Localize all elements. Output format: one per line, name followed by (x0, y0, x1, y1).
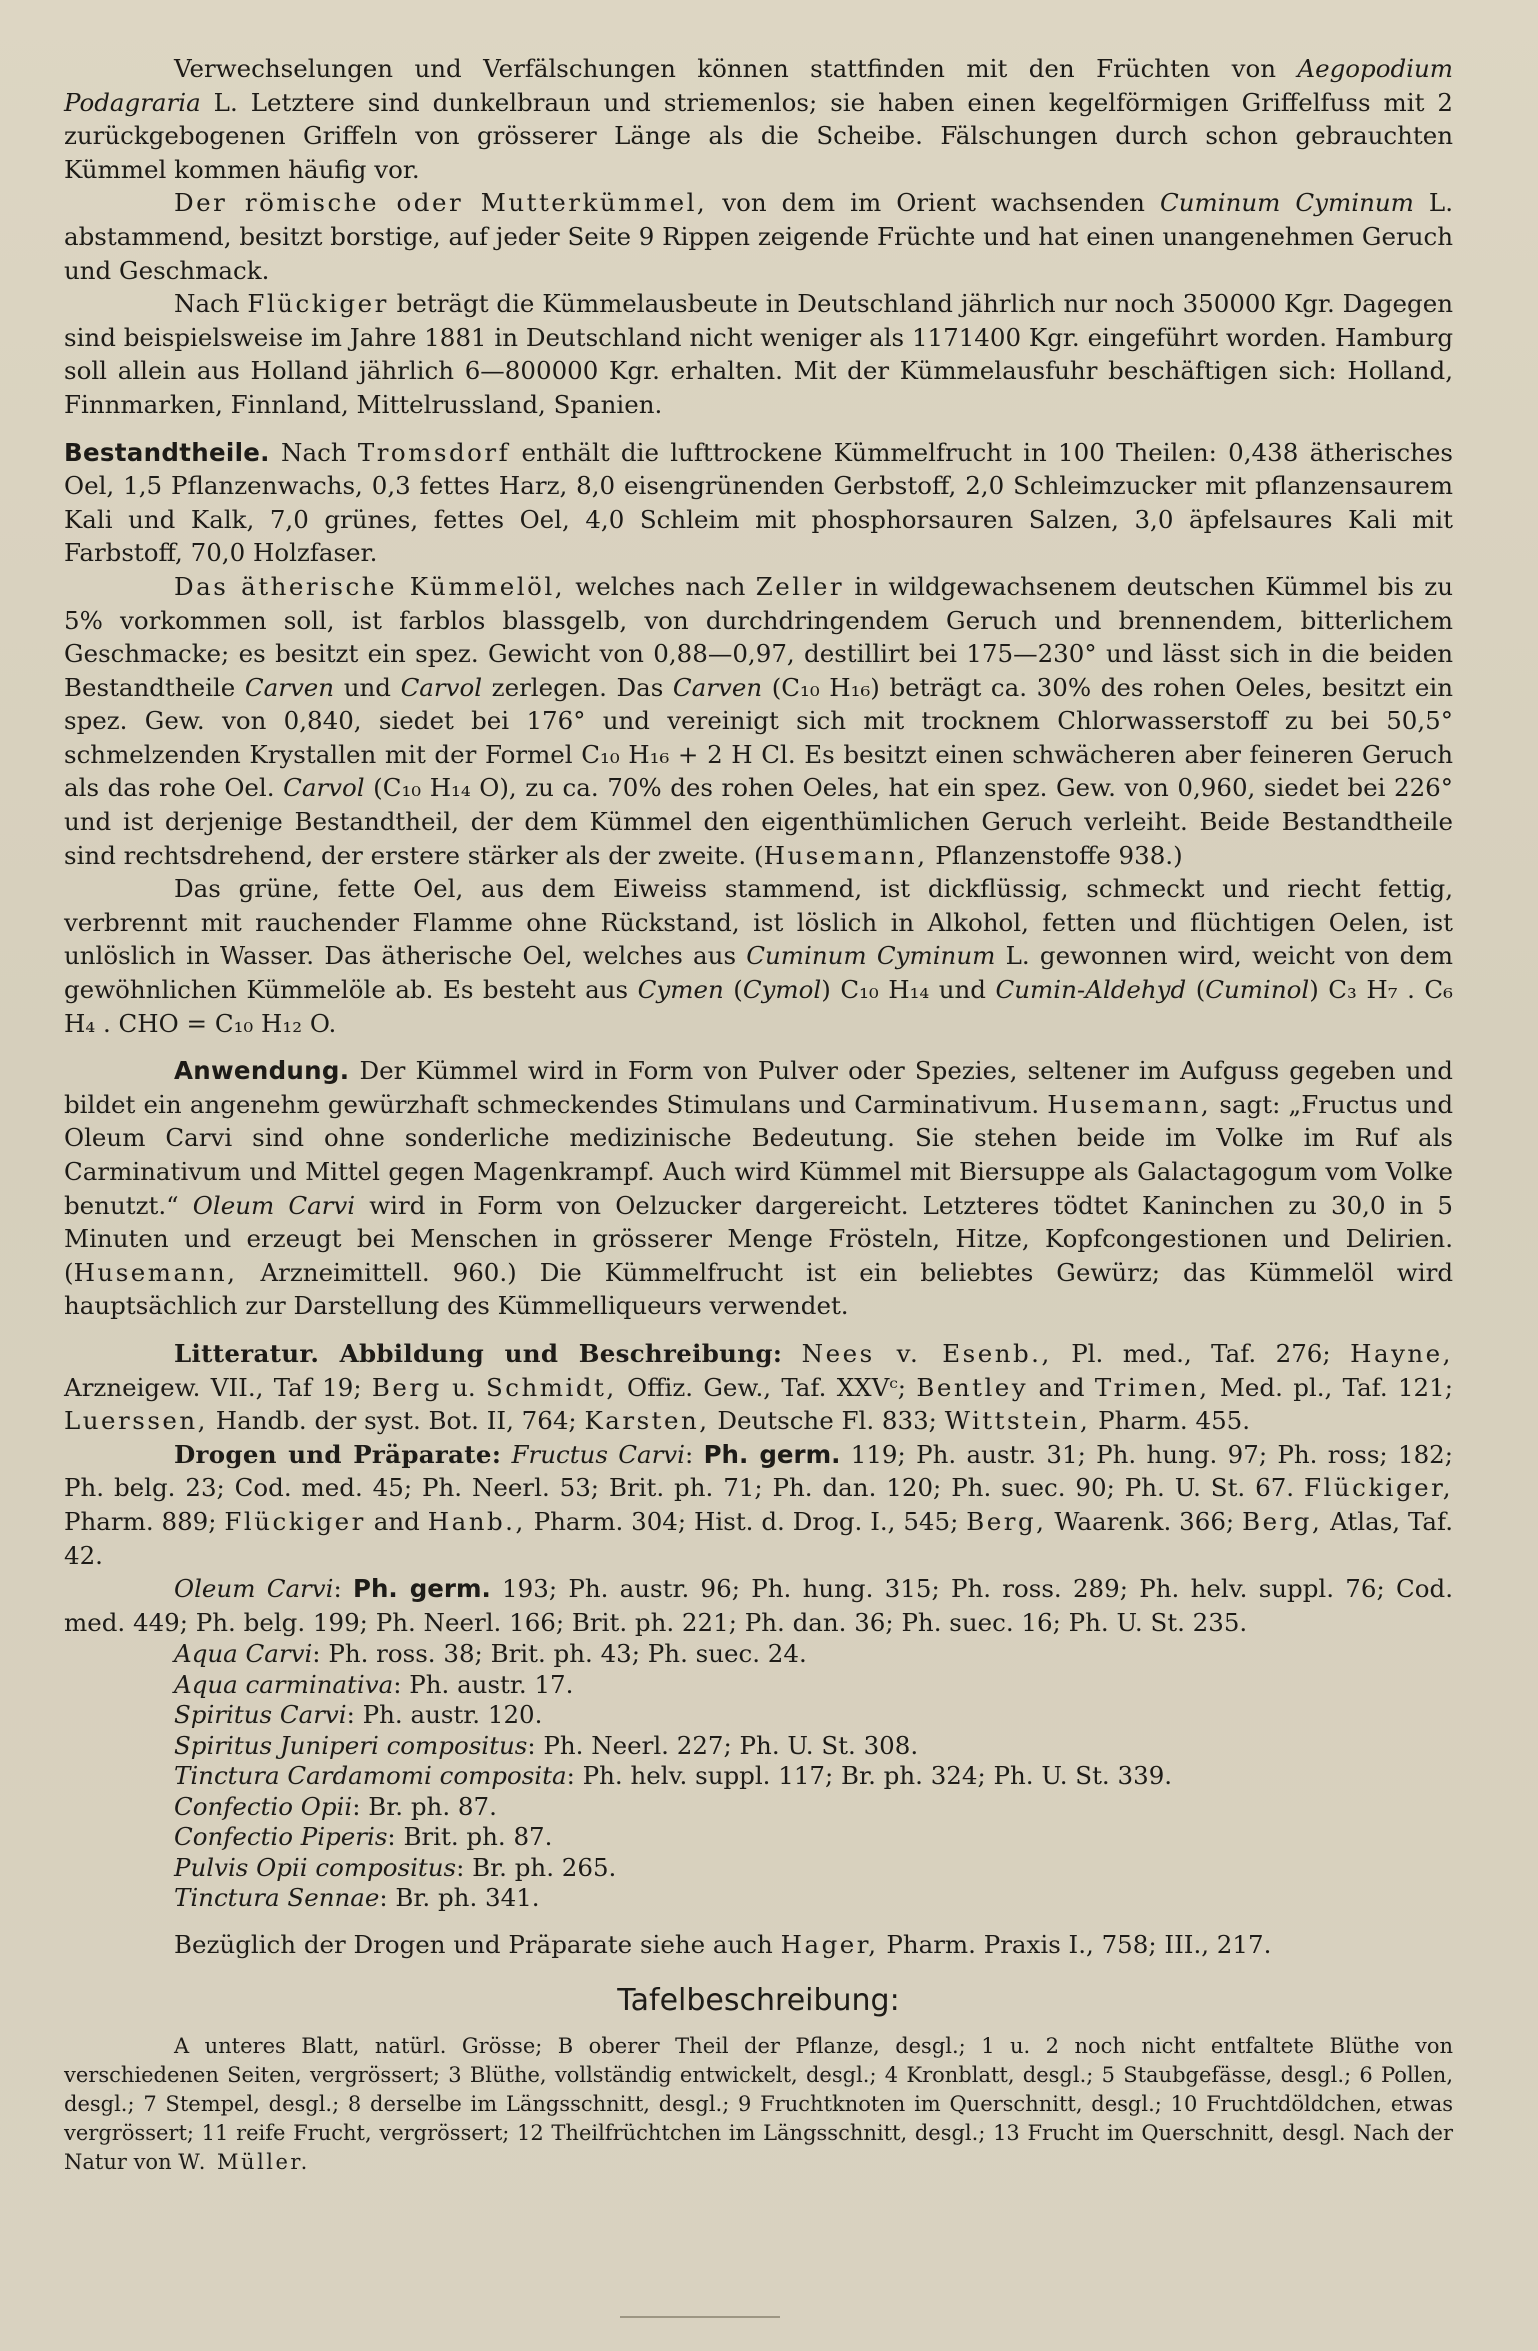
author-name: Tromsdorf (357, 437, 511, 467)
references: : Ph. Neerl. 227; Ph. U. St. 308. (527, 1730, 919, 1760)
paragraph-litteratur (64, 1337, 1453, 1438)
text: Pharm. 455. (1090, 1406, 1251, 1436)
text: Der Kümmel wird in Form von Pulver oder Spezies, seltener im Aufguss gegeben und bildet ein angenehm gewürzhaft schmeckendes Stimulans und Carminativum. (64, 1056, 1453, 1119)
text: Med. pl., Taf. 121; (1209, 1372, 1453, 1402)
author-name: Trimen, (1094, 1372, 1210, 1402)
paragraph-kuemmelausbeute (64, 287, 1453, 421)
compound-name: Cuminol (1205, 975, 1310, 1005)
spaced-term: Das ätherische Kümmelöl, (174, 571, 565, 601)
bottom-rule (620, 2316, 780, 2318)
section-heading-bestandtheile: Bestandtheile. (64, 437, 270, 467)
references: : Br. ph. 265. (456, 1852, 617, 1882)
author-name: Flückiger, (1303, 1473, 1453, 1503)
author-name: Hayne, (1350, 1338, 1453, 1368)
text (501, 1440, 511, 1469)
list-item (174, 1700, 1453, 1731)
text: : (333, 1574, 353, 1604)
text: Pharm. 304; Hist. d. Drog. I., 545; (525, 1506, 967, 1536)
text: Handb. der syst. Bot. II, 764; (207, 1406, 585, 1436)
text: u. (441, 1372, 486, 1402)
text: beträgt die Kümmelausbeute in Deutschland jährlich nur noch 350000 Kgr. Dagegen sind beispielsweise im Jahre 1881 in Deutschland nicht weniger als 1171400 Kgr. eingeführt worden. Hamburg soll allein aus Holland jährlich 6—800000 Kgr. erhalten. Mit der Kümmelausfuhr beschäftigen sich: Holland, Finnmarken, Finnland, Mittelrussland, Spanien. (64, 289, 1453, 419)
author-name: Flückiger (224, 1506, 366, 1536)
artist-name: W. Müller. (178, 2150, 310, 2175)
paragraph-drogen-und-praeparate (64, 1438, 1453, 1572)
author-name: Luerssen, (64, 1406, 208, 1436)
author-name: Wittstein, (944, 1406, 1091, 1436)
author-name: Hager, (780, 1929, 879, 1959)
author-name: Schmidt, (486, 1372, 617, 1402)
drug-name: Confectio Piperis (174, 1822, 388, 1852)
text: Offiz. Gew., Taf. XXVᶜ; (616, 1372, 917, 1402)
compound-name: Carven (244, 672, 335, 702)
text: Nach (174, 289, 248, 319)
drug-name: Spiritus Carvi (174, 1700, 347, 1730)
text: welches nach (565, 571, 756, 601)
drug-name: Aqua Carvi (174, 1639, 313, 1669)
text: Pflanzenstoffe 938.) (927, 840, 1183, 870)
text: Waarenk. 366; (1046, 1506, 1243, 1536)
text: (C₁₀ H₁₄ O), zu ca. 70% des rohen Oeles, hat ein spez. Gew. von 0,960, siedet bei 226° und ist derjenige Bestandtheil, der dem Kümmel den eigenthümlichen Geruch verleiht. Beide Bestandtheile sind rechtsdrehend, der erstere stärker als der zweite. ( (64, 773, 1453, 870)
text: zerlegen. Das (482, 672, 673, 702)
plate-description-title: Tafelbeschreibung: (617, 1983, 900, 2019)
text: Deutsche Fl. 833; (709, 1406, 945, 1436)
text: Bezüglich der Drogen und Präparate siehe auch (174, 1929, 781, 1959)
compound-name: Cymol (742, 975, 822, 1005)
compound-name: Cumin-Aldehyd (995, 975, 1187, 1005)
text: sagt: „Fructus und Oleum Carvi sind ohne sonderliche medizinische Bedeutung. Sie stehen beide im Volke im Ruf als Carminativum und Mittel gegen Magenkrampf. Auch wird Kümmel mit Biersuppe als Galactagogum vom Volke benutzt.“ (64, 1089, 1454, 1220)
author-name: Karsten, (584, 1406, 710, 1436)
text (782, 1339, 801, 1368)
references: : Ph. helv. suppl. 117; Br. ph. 324; Ph. U. St. 339. (566, 1761, 1173, 1791)
text: Verwechselungen und Verfälschungen können stattfinden mit den Früchten von (174, 54, 1298, 83)
references: : Ph. austr. 120. (346, 1700, 543, 1730)
paragraph-roemischer-kuemmel (64, 186, 1453, 287)
drug-name: Pulvis Opii compositus (174, 1852, 457, 1882)
text: ) C₃ H₇ . C₆ H₄ . CHO = C₁₀ H₁₂ O. (64, 975, 1453, 1038)
text: Pharm. 889; (64, 1506, 225, 1536)
text: Arzneimittell. 960.) Die Kümmelfrucht ist ein beliebtes Gewürz; das Kümmelöl wird hauptsächlich zur Darstellung des Kümmelliqueurs verwendet. (64, 1257, 1453, 1321)
paragraph-verwechselungen (64, 52, 1453, 186)
list-item (174, 1822, 1453, 1853)
references: : Ph. austr. 17. (393, 1669, 574, 1699)
text: and (365, 1506, 428, 1536)
paragraph-bezueglich (64, 1928, 1453, 1962)
paragraph-anwendung (64, 1054, 1453, 1323)
author-name: Berg (371, 1372, 442, 1402)
spaced-term: Der römische oder Mutterkümmel, (174, 188, 708, 218)
references: : Ph. ross. 38; Brit. ph. 43; Ph. suec. 24. (312, 1639, 807, 1669)
preparations-list (174, 1639, 1453, 1914)
section-heading-drogen: Drogen und Präparate: (174, 1439, 502, 1469)
author-name: Husemann, (73, 1257, 238, 1287)
pharmacopoeia-germ: Ph. germ. (352, 1574, 491, 1604)
author-name: Bentley (916, 1372, 1029, 1402)
compound-name: Carven (672, 672, 763, 702)
list-item (174, 1670, 1453, 1701)
list-item (174, 1853, 1453, 1884)
author-name: Flückiger (247, 289, 389, 319)
author-name: Hanb., (427, 1506, 526, 1536)
list-item (174, 1761, 1453, 1792)
text: ( (1186, 975, 1206, 1005)
references: : Brit. ph. 87. (387, 1822, 553, 1852)
text: wird in Form von Oelzucker dargereicht. Letzteres tödtet Kaninchen zu 30,0 in 5 Minuten und erzeugt bei Menschen in grösserer Menge Frösteln, Hitze, Kopfcongestionen und Delirien. ( (64, 1190, 1453, 1287)
list-item (174, 1731, 1453, 1762)
text: ) C₁₀ H₁₄ und (821, 975, 996, 1005)
author-name: Husemann, (763, 840, 928, 870)
text: und (334, 672, 401, 702)
plate-description-text (64, 2032, 1453, 2177)
compound-name: Cymen (637, 975, 724, 1005)
text: and (1028, 1372, 1095, 1402)
text: L. Letztere sind dunkelbraun und striemenlos; sie haben einen kegelförmigen Griffelfuss mit 2 zurückgebogenen Griffeln von grösserer Länge als die Scheibe. Fälschungen durch schon gebrauchten Kümmel kommen häufig vor. (64, 87, 1453, 184)
author-name: Berg, (966, 1506, 1047, 1536)
text: enthält die lufttrockene Kümmelfrucht in 100 Theilen: 0,438 ätherisches Oel, 1,5 Pflanzenwachs, 0,3 fettes Harz, 8,0 eisengrünenden Gerbstoff, 2,0 Schleimzucker mit pflanzensaurem Kali und Kalk, 7,0 grünes, fettes Oel, 4,0 Schleim mit phosphorsauren Salzen, 3,0 äpfelsaures Kali mit Farbstoff, 70,0 Holzfaser. (64, 437, 1453, 568)
paragraph-bestandtheile (64, 436, 1453, 570)
text: Pl. med., Taf. 276; (1051, 1338, 1351, 1368)
text: L. gewonnen wird, weicht von dem gewöhnlichen Kümmelöle ab. Es besteht aus (64, 941, 1454, 1005)
text: 193; Ph. austr. 96; Ph. hung. 315; Ph. ross. 289; Ph. helv. suppl. 76; Cod. med. 449; Ph. belg. 199; Ph. Neerl. 166; Brit. ph. 221; Ph. dan. 36; Ph. suec. 16; Ph. U. St. 235. (64, 1574, 1453, 1637)
paragraph-oleum-carvi (64, 1572, 1453, 1639)
list-item (174, 1639, 1453, 1670)
author-name: Zeller (755, 571, 845, 601)
compound-name: Carvol (400, 672, 483, 702)
drug-name: Tinctura Sennae (174, 1883, 380, 1913)
drug-name: Confectio Opii (174, 1791, 353, 1821)
text: Arzneigew. VII., Taf 19; (64, 1372, 372, 1402)
text: in wildgewachsenem deutschen Kümmel bis zu 5% vorkommen soll, ist farblos blassgelb, von durchdringendem Geruch und brennendem, bitterlichem Geschmacke; es besitzt ein spez. Gewicht von 0,88—0,97, destillirt bei 175—230° und lässt sich in die beiden Bestandtheile (64, 571, 1453, 702)
references: : Br. ph. 341. (379, 1883, 540, 1913)
text: Pharm. Praxis I., 758; III., 217. (878, 1929, 1272, 1959)
list-item (174, 1883, 1453, 1914)
text: 119; Ph. austr. 31; Ph. hung. 97; Ph. ross; 182; Ph. belg. 23; Cod. med. 45; Ph. Neerl. 53; Brit. ph. 71; Ph. dan. 120; Ph. suec. 90; Ph. U. St. 67. (64, 1439, 1453, 1503)
section-heading-anwendung: Anwendung. (174, 1056, 350, 1086)
author-name: Husemann, (1047, 1089, 1212, 1119)
section-heading-litteratur: Litteratur. Abbildung und Beschreibung: (174, 1338, 783, 1368)
text: Nach (269, 437, 358, 467)
latin-name: Oleum Carvi (192, 1190, 356, 1220)
latin-name: Cuminum Cyminum (1160, 188, 1414, 218)
paragraph-fettes-oel (64, 872, 1453, 1040)
drug-name: Tinctura Cardamomi composita (174, 1761, 567, 1791)
text: von dem im Orient wachsenden (707, 188, 1160, 218)
paragraph-aetherisches-kuemmeloel (64, 570, 1453, 872)
author-name: Nees v. Esenb., (801, 1338, 1052, 1368)
drug-name: Fructus Carvi (511, 1439, 685, 1469)
drug-name: Spiritus Juniperi compositus (174, 1730, 528, 1760)
text: Das grüne, fette Oel, aus dem Eiweiss stammend, ist dickflüssig, schmeckt und riecht fettig, verbrennt mit rauchender Flamme ohne Rückstand, ist löslich in Alkohol, fetten und flüchtigen Oelen, ist unlöslich in Wasser. Das ätherische Oel, welches aus (64, 874, 1453, 971)
pharmacopoeia-germ: Ph. germ. (703, 1439, 841, 1469)
text: : (684, 1439, 704, 1469)
compound-name: Carvol (283, 773, 365, 803)
text: L. abstammend, besitzt borstige, auf jeder Seite 9 Rippen zeigende Früchte und hat einen unangenehmen Geruch und Geschmack. (64, 188, 1453, 285)
latin-name: Cuminum Cyminum (746, 941, 996, 971)
latin-name: Aegopodium Podagraria (64, 54, 1453, 117)
list-item (174, 1792, 1453, 1823)
text: A unteres Blatt, natürl. Grösse; B oberer Theil der Pflanze, desgl.; 1 u. 2 noch nicht entfaltete Blüthe von verschiedenen Seiten, vergrössert; 3 Blüthe, vollständig entwickelt, desgl.; 4 Kronblatt, desgl.; 5 Staubgefässe, desgl.; 6 Pollen, desgl.; 7 Stempel, desgl.; 8 derselbe im Längsschnitt, desgl.; 9 Fruchtknoten im Querschnitt, desgl.; 10 Fruchtdöldchen, etwas vergrössert; 11 reife Frucht, vergrössert; 12 Theilfrüchtchen im Längsschnitt, desgl.; 13 Frucht im Querschnitt, desgl. Nach der Natur von (64, 2034, 1453, 2175)
text: ( (723, 975, 743, 1005)
text: Atlas, Taf. 42. (64, 1506, 1453, 1570)
drug-name: Oleum Carvi (174, 1574, 334, 1604)
text: (C₁₀ H₁₆) beträgt ca. 30% des rohen Oeles, besitzt ein spez. Gew. von 0,840, siedet bei 176° und vereinigt sich mit trocknem Chlorwasserstoff zu bei 50,5° schmelzenden Krystallen mit der Formel C₁₀ H₁₆ + 2 H Cl. Es besitzt einen schwächeren aber feineren Geruch als das rohe Oel. (64, 672, 1454, 803)
references: : Br. ph. 87. (352, 1791, 497, 1821)
author-name: Berg, (1242, 1506, 1323, 1536)
drug-name: Aqua carminativa (174, 1669, 394, 1699)
